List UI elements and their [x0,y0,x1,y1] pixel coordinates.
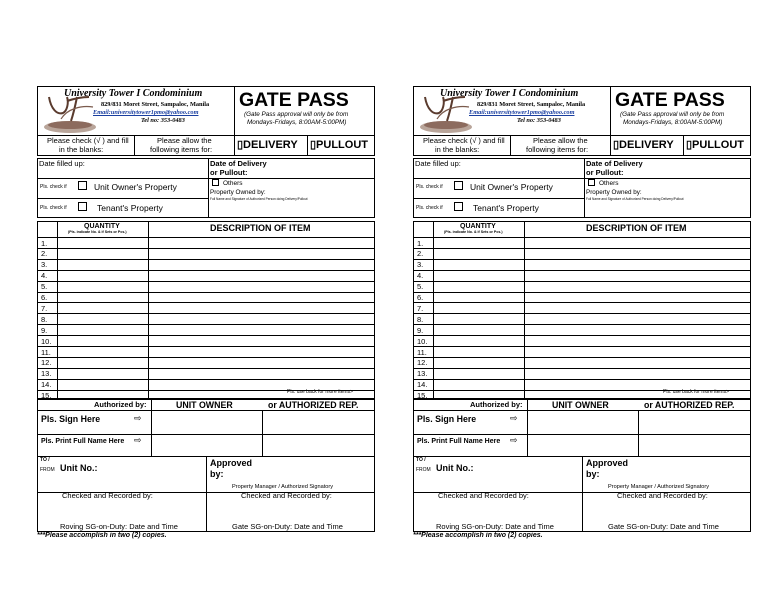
to-label: TO / [416,457,426,463]
allow-instruction-line1: Please allow the [533,136,588,145]
item-row-number: 8. [41,314,48,324]
item-row-divider [413,281,751,282]
allow-instruction-line2: following items for: [150,145,213,154]
pls-check-label: Pls. check if [40,184,67,190]
item-row-number: 10. [41,336,52,346]
description-header: DESCRIPTION OF ITEM [210,223,311,233]
item-row-number: 1. [417,238,424,248]
item-row-number: 15. [417,391,428,401]
item-row-divider [413,346,751,347]
from-label: FROM [416,467,431,473]
company-header [37,86,235,136]
item-row-number: 10. [417,336,428,346]
item-row-number: 11. [417,347,427,357]
unit-owner-checkbox[interactable] [454,181,463,190]
use-back-note: Pls. use back for more items> [663,389,729,395]
date-delivery-label-2: or Pullout: [210,168,248,177]
footnote: ***Please accomplish in two (2) copies. [413,532,543,539]
item-row-divider [413,292,751,293]
check-instruction-line1: Please check (√ ) and fill [47,136,129,145]
authorized-by-label: Authorized by: [470,400,523,409]
item-row-divider [37,335,375,336]
gate-pass-form-left [37,86,375,539]
tenant-property-label: Tenant's Property [97,203,163,213]
print-name-arrow-icon: ⇨ [134,435,142,445]
quantity-header: QUANTITY [460,223,496,230]
item-row-divider [37,281,375,282]
rep-signature-field[interactable] [638,410,751,435]
owner-signature-field[interactable] [151,410,263,435]
item-row-divider [413,357,751,358]
check-instruction-line1: Please check (√ ) and fill [423,136,505,145]
item-row-divider [37,346,375,347]
tenant-checkbox[interactable] [454,202,463,211]
company-email: Email:universitytower1pmo@yahoo.com [469,109,575,116]
others-label: Others [223,180,243,187]
item-row-number: 11. [41,347,51,357]
item-row-divider [37,259,375,260]
use-back-note: Pls. use back for more items> [287,389,353,395]
date-property-block [413,158,751,218]
item-row-divider [37,324,375,325]
item-row-number: 4. [417,271,424,281]
date-delivery-label: Date of Delivery [586,159,643,168]
approval-note-line2: Mondays-Fridays, 8:00AM-5:00PM) [247,119,347,126]
approval-note-line1: (Gate Pass approval will only be from [620,111,725,118]
item-row-number: 1. [41,238,48,248]
form-title: GATE PASS [615,89,725,111]
pullout-option[interactable]: ▯PULLOUT [686,139,744,151]
company-email: Email:universitytower1pmo@yahoo.com [93,109,199,116]
property-owned-label: Property Owned by: [210,189,266,196]
item-row-number: 15. [41,391,52,401]
sign-here-arrow-icon: ⇨ [134,413,142,423]
item-row-number: 14. [41,380,52,390]
item-row-divider [37,357,375,358]
checked-recorded-left: Checked and Recorded by: [438,491,529,500]
item-row-number: 12. [41,358,52,368]
to-label: TO / [40,457,50,463]
company-header [413,86,611,136]
gate-sg-label: Gate SG-on-Duty: Date and Time [608,522,719,531]
allow-instruction-line2: following items for: [526,145,589,154]
item-row-number: 9. [417,325,424,335]
pls-check-label-2: Pls. check if [40,205,67,211]
quantity-note: (Pls. indicate No. & if Sets or Pcs.) [444,230,503,234]
item-row-divider [37,237,375,238]
item-row-number: 3. [41,260,48,270]
item-row-number: 5. [41,282,48,292]
item-row-divider [413,302,751,303]
pullout-option[interactable]: ▯PULLOUT [310,139,368,151]
description-header: DESCRIPTION OF ITEM [586,223,687,233]
approval-note-line1: (Gate Pass approval will only be from [244,111,349,118]
authorized-rep-header: or AUTHORIZED REP. [268,400,359,410]
item-row-number: 5. [417,282,424,292]
item-row-divider [413,335,751,336]
pm-signatory-label: Property Manager / Authorized Signatory [608,484,710,490]
item-row-number: 6. [417,293,424,302]
rep-name-field[interactable] [638,434,751,457]
footnote: ***Please accomplish in two (2) copies. [37,532,167,539]
item-row-number: 13. [417,369,428,379]
item-row-number: 9. [41,325,48,335]
pls-check-label-2: Pls. check if [416,205,443,211]
item-row-divider [37,313,375,314]
company-address: 829/831 Moret Street, Sampaloc, Manila [477,101,586,108]
pm-signatory-label: Property Manager / Authorized Signatory [232,484,334,490]
item-row-divider [413,270,751,271]
full-name-note: Full Name and Signature of Authorized Person doing Delivery/Pullout [586,197,684,201]
date-delivery-label-2: or Pullout: [586,168,624,177]
unit-owner-header: UNIT OWNER [552,400,609,410]
item-row-divider [413,237,751,238]
item-row-divider [37,368,375,369]
title-box [610,86,751,136]
company-name: University Tower I Condominium [440,88,579,99]
unit-owner-property-label: Unit Owner's Property [470,182,553,192]
form-title: GATE PASS [239,89,349,111]
tenant-checkbox[interactable] [78,202,87,211]
tenant-property-label: Tenant's Property [473,203,539,213]
sign-here-label: Pls. Sign Here [41,414,101,424]
unit-owner-checkbox[interactable] [78,181,87,190]
authorized-rep-header: or AUTHORIZED REP. [644,400,735,410]
approved-label-2: by: [210,469,224,479]
roving-sg-label: Roving SG-on-Duty: Date and Time [436,522,554,531]
rep-signature-field[interactable] [262,410,375,435]
print-name-label: Pls. Print Full Name Here [417,438,501,445]
item-row-number: 12. [417,358,428,368]
unit-no-label: Unit No.: [436,463,474,473]
company-name: University Tower I Condominium [64,88,203,99]
unit-owner-header: UNIT OWNER [176,400,233,410]
others-label: Others [599,180,619,187]
sign-here-arrow-icon: ⇨ [510,413,518,423]
quantity-header: QUANTITY [84,223,120,230]
company-address: 829/831 Moret Street, Sampaloc, Manila [101,101,210,108]
item-row-number: 2. [417,249,424,259]
item-row-number: 7. [417,303,424,313]
gate-pass-form-right [413,86,751,539]
date-delivery-label: Date of Delivery [210,159,267,168]
delivery-option[interactable]: ▯DELIVERY [237,139,298,151]
approved-label-2: by: [586,469,600,479]
print-name-label: Pls. Print Full Name Here [41,438,125,445]
item-row-number: 8. [417,314,424,324]
delivery-option[interactable]: ▯DELIVERY [613,139,674,151]
item-row-divider [413,379,751,380]
item-row-divider [37,248,375,249]
date-filled-label: Date filled up: [39,159,85,168]
item-row-divider [413,248,751,249]
property-owned-label: Property Owned by: [586,189,642,196]
item-row-divider [37,270,375,271]
item-row-number: 13. [41,369,52,379]
item-row-divider [37,292,375,293]
item-row-divider [413,313,751,314]
item-row-divider [37,302,375,303]
others-checkbox[interactable] [588,179,595,186]
item-row-number: 6. [41,293,48,302]
approved-label: Approved [210,458,253,468]
item-row-divider [37,379,375,380]
print-name-arrow-icon: ⇨ [510,435,518,445]
unit-owner-property-label: Unit Owner's Property [94,182,177,192]
company-tel: Tel no: 353-0483 [141,117,185,124]
others-checkbox[interactable] [212,179,219,186]
check-instruction-line2: in the blanks: [435,145,480,154]
allow-instruction-line1: Please allow the [157,136,212,145]
checked-recorded-right: Checked and Recorded by: [617,491,708,500]
pls-check-label: Pls. check if [416,184,443,190]
owner-name-field[interactable] [151,434,263,457]
owner-signature-field[interactable] [527,410,639,435]
unit-no-label: Unit No.: [60,463,98,473]
item-row-divider [413,368,751,369]
item-row-number: 14. [417,380,428,390]
date-property-block [37,158,375,218]
item-row-number: 7. [41,303,48,313]
sign-here-label: Pls. Sign Here [417,414,477,424]
from-label: FROM [40,467,55,473]
item-row-number: 2. [41,249,48,259]
date-filled-label: Date filled up: [415,159,461,168]
authorized-by-label: Authorized by: [94,400,147,409]
full-name-note: Full Name and Signature of Authorized Person doing Delivery/Pullout [210,197,308,201]
item-row-divider [413,259,751,260]
item-row-divider [413,324,751,325]
gate-sg-label: Gate SG-on-Duty: Date and Time [232,522,343,531]
company-tel: Tel no: 353-0483 [517,117,561,124]
item-row-number: 4. [41,271,48,281]
checked-recorded-left: Checked and Recorded by: [62,491,153,500]
approval-note-line2: Mondays-Fridays, 8:00AM-5:00PM) [623,119,723,126]
quantity-note: (Pls. indicate No. & if Sets or Pcs.) [68,230,127,234]
check-instruction-line2: in the blanks: [59,145,104,154]
rep-name-field[interactable] [262,434,375,457]
item-row-number: 3. [417,260,424,270]
title-box [234,86,375,136]
roving-sg-label: Roving SG-on-Duty: Date and Time [60,522,178,531]
checked-recorded-right: Checked and Recorded by: [241,491,332,500]
approved-label: Approved [586,458,629,468]
owner-name-field[interactable] [527,434,639,457]
